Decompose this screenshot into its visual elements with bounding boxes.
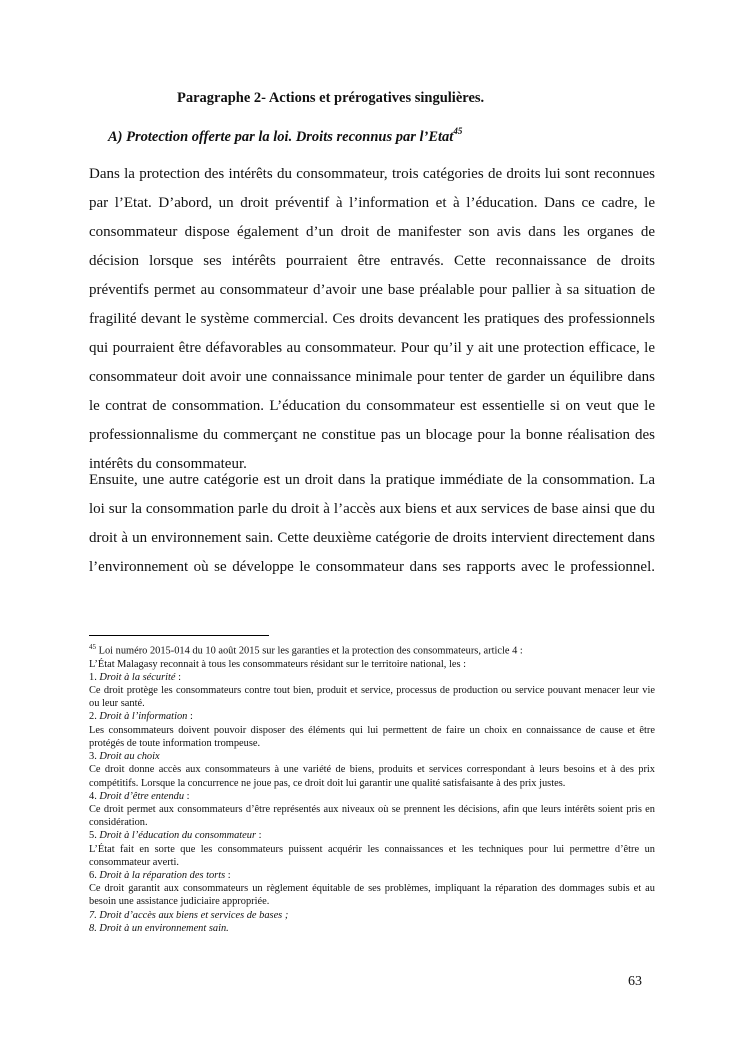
footnote-item-text: Ce droit permet aux consommateurs d’être représentés aux niveaux où se prennent les décisions, afin que leurs intérêts soient pris en considération.	[89, 803, 655, 829]
footnote-item-text: Ce droit protège les consommateurs contre tout bien, produit et service, processus de production ou service pouvant menacer leur vie ou leur santé.	[89, 685, 655, 710]
footnote-item-text: Ce droit donne accès aux consommateurs à une variété de biens, produits et services correspondant à leurs besoins et à des prix compétitifs. Lorsque la concurrence ne joue pas, ce droit doit lui garantir une qualité satisfaisante à des prix justes.	[89, 764, 655, 789]
footnote-item-title: 6. Droit à la réparation des torts :	[89, 869, 231, 881]
body-paragraph-1: Dans la protection des intérêts du consommateur, trois catégories de droits lui sont reconnues par l’Etat. D’abord, un droit préventif à l’information et à l’éducation. Dans ce cadre, le consommateur dispose également d’un droit de manifester son avis dans les organes de décision lorsque ses intérêts pourraient être entravés. Cette reconnaissance de droits préventifs permet au consommateur d’avoir une base préalable pour pallier à sa situation de fragilité devant le système commercial. Ces droits devancent les pratiques des professionnels qui pourraient être défavorables au consommateur. Pour qu’il y ait une protection efficace, le consommateur doit avoir une connaissance minimale pour tenter de garder un équilibre dans le contrat de consommation. L’éducation du consommateur est essentielle si on veut que le professionnalisme du commerçant ne constitue pas un blocage pour la bonne réalisation des intérêts du consommateur.	[89, 166, 655, 472]
page-number: 63	[628, 974, 642, 989]
footnote-item-title: 3. Droit au choix	[89, 751, 160, 763]
body-paragraph-2: Ensuite, une autre catégorie est un droit dans la pratique immédiate de la consommation. La loi sur la consommation parle du droit à l’accès aux biens et aux services de base ainsi que du droit à un environnement sain. Cette deuxième catégorie de droits intervient directement dans l’environnement où se développe le consommateur dans ses rapports avec le professionnel.	[89, 472, 655, 575]
footnote-intro-2: L’État Malagasy reconnait à tous les consommateurs résidant sur le territoire national, les :	[89, 658, 467, 670]
footnote-item-text: Les consommateurs doivent pouvoir disposer des éléments qui lui permettent de faire un choix en connaissance de cause et être protégés de toute information trompeuse.	[89, 724, 655, 749]
footnote-item-text: Ce droit garantit aux consommateurs un règlement équitable de ses problèmes, impliquant la réparation des dommages subis et au besoin une assistance judiciaire appropriée.	[89, 883, 655, 908]
footnote-item-title: 1. Droit à la sécurité :	[89, 671, 181, 683]
footnote-item-text: L’État fait en sorte que les consommateurs puissent acquérir les connaissances et les techniques pour lui permettre d’être un consommateur averti.	[89, 843, 655, 868]
footnote-reference[interactable]: 45	[453, 126, 463, 136]
footnote-item-7: 7. Droit d’accès aux biens et services de bases ;	[89, 909, 289, 921]
footnote-item-8: 8. Droit à un environnement sain.	[89, 922, 229, 934]
footnote-block	[89, 641, 655, 935]
subsection-heading: A) Protection offerte par la loi. Droits reconnus par l’Etat$^{45}$	[108, 126, 463, 145]
footnote-intro: $^{45}$ Loi numéro 2015-014 du 10 août 2015 sur les garanties et la protection des consommateurs, article 4 :	[89, 643, 523, 657]
document-page: Paragraphe 2- Actions et prérogatives singulières. A) Protection offerte par la loi. Droits reconnus par l’Etat$^{45}$ Dans la protection des intérêts du consommateur, trois catégories de droits lui sont reconnues par l’Etat. D’abord, un droit préventif à l’information et à l’éducation. Dans ce cadre, le consommateur dispose également d’un droit de manifester son avis dans les organes de décision lorsque ses intérêts pourraient être entravés. Cette reconnaissance de droits préventifs permet au consommateur d’avoir une base préalable pour pallier à sa situation de fragilité devant le système commercial. Ces droits devancent les pratiques des professionnels qui pourraient être défavorables au consommateur. Pour qu’il y ait une protection efficace, le consommateur doit avoir une connaissance minimale pour tenter de garder un équilibre dans le contrat de consommation. L’éducation du consommateur est essentielle si on veut que le professionnalisme du commerçant ne constitue pas un blocage pour la bonne réalisation des intérêts du consommateur. Ensuite, une autre catégorie est un droit dans la pratique immédiate de la consommation. La loi sur la consommation parle du droit à l’accès aux biens et aux services de base ainsi que du droit à un environnement sain. Cette deuxième catégorie de droits intervient directement dans l’environnement où se développe le consommateur dans ses rapports avec le professionnel. $^{45}$ Loi numéro 2015-014 du 10 août 2015 sur les garanties et la protection des consommateurs, article 4 : L’État Malagasy reconnait à tous les consommateurs résidant sur le territoire national, les : 1. Droit à la sécurité : Ce droit protège les consommateurs contre tout bien, produit et service, processus de production ou service pouvant menacer leur vie ou leur santé. 2. Droit à l’information : Les consommateurs doivent pouvoir disposer des éléments qui lui permettent de faire un choix en connaissance de cause et être protégés de toute information trompeuse. 3. Droit au choix Ce droit donne accès aux consommateurs à une variété de biens, produits et services correspondant à leurs besoins et à des prix compétitifs. Lorsque la concurrence ne joue pas, ce droit doit lui garantir une qualité satisfaisante à des prix justes. 4. Droit d’être entendu : Ce droit permet aux consommateurs d’être représentés aux niveaux où se prennent les décisions, afin que leurs intérêts soient pris en considération. 5. Droit à l’éducation du consommateur : L’État fait en sorte que les consommateurs puissent acquérir les connaissances et les techniques pour lui permettre d’être un consommateur averti. 6. Droit à la réparation des torts : Ce droit garantit aux consommateurs un règlement équitable de ses problèmes, impliquant la réparation des dommages subis et au besoin une assistance judiciaire appropriée. 7. Droit d’accès aux biens et services de bases ; 8. Droit à un environnement sain. 63	[89, 90, 655, 989]
footnote-items	[89, 671, 655, 909]
footnote-divider	[89, 635, 269, 636]
footnote-item-title: 5. Droit à l’éducation du consommateur :	[89, 830, 262, 842]
footnote-item-title: 4. Droit d’être entendu :	[89, 790, 190, 802]
footnote-item-title: 2. Droit à l’information :	[89, 711, 193, 723]
